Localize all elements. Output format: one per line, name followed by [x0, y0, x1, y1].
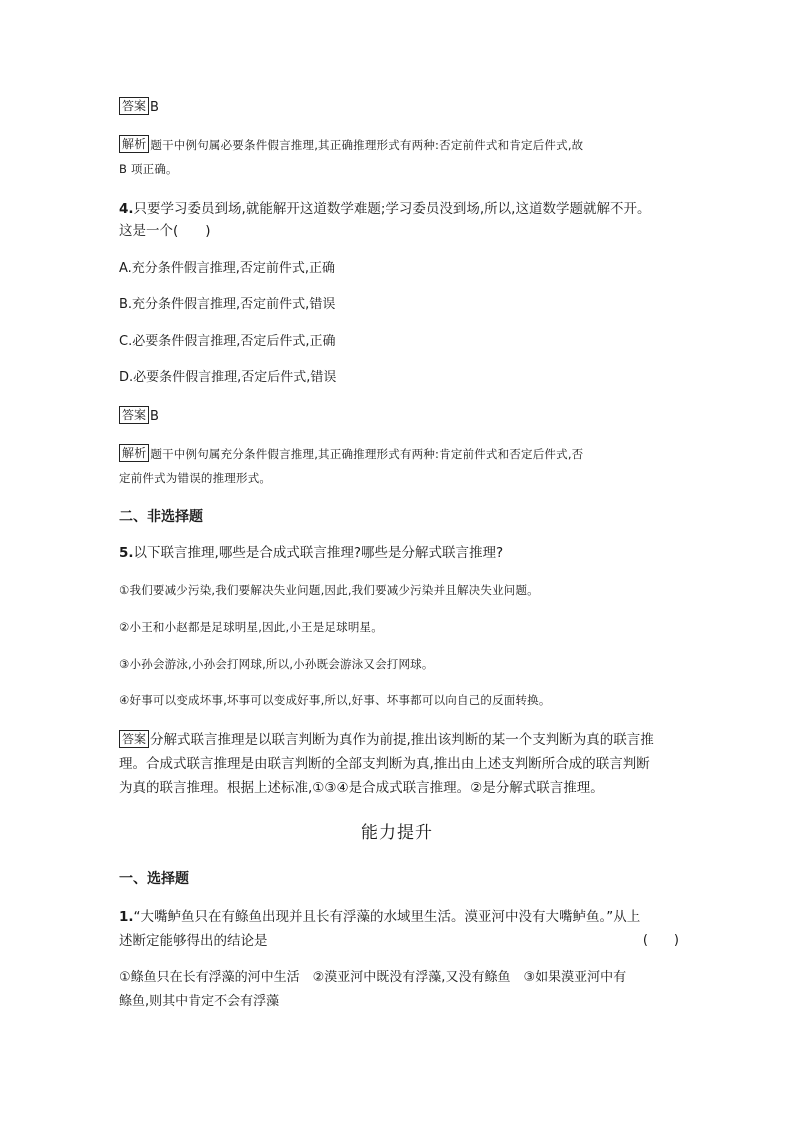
question-1-stem — [119, 905, 679, 929]
q1-options-line-1: ①鲦鱼只在长有浮藻的河中生活 ②漠亚河中既没有浮藻,又没有鲦鱼 ③如果漠亚河中有 — [119, 970, 627, 985]
q5-item-4: ④好事可以变成坏事,坏事可以变成好事,所以,好事、坏事都可以向自己的反面转换。 — [119, 693, 551, 707]
analysis-text: 题干中例句属必要条件假言推理,其正确推理形式有两种:否定前件式和肯定后件式,故 — [150, 138, 584, 152]
analysis-line-q3 — [119, 133, 679, 157]
question-5-stem — [119, 541, 679, 565]
q5-item-3: ③小孙会游泳,小孙会打网球,所以,小孙既会游泳又会打网球。 — [119, 657, 434, 671]
answer-tag: 答案 — [119, 730, 149, 748]
option-b: B.充分条件假言推理,否定前件式,错误 — [119, 297, 336, 312]
question-1-stem-continuation — [119, 929, 679, 953]
answer-line-q3 — [119, 96, 679, 120]
question-text: 只要学习委员到场,就能解开这道数学难题;学习委员没到场,所以,这道数学题就解不开。 — [133, 201, 651, 217]
answer-value: B — [150, 100, 159, 115]
question-4-stem — [119, 197, 679, 221]
analysis-text: 题干中例句属充分条件假言推理,其正确推理形式有两种:肯定前件式和否定后件式,否 — [150, 447, 584, 461]
q5-item-2: ②小王和小赵都是足球明星,因此,小王是足球明星。 — [119, 620, 383, 634]
q1-options-line-2: 鲦鱼,则其中肯定不会有浮藻 — [119, 994, 280, 1009]
question-number: 1. — [119, 909, 134, 925]
option-d: D.必要条件假言推理,否定后件式,错误 — [119, 370, 337, 385]
question-text: 述断定能够得出的结论是 — [119, 933, 268, 949]
section-heading-nonchoice: 二、非选择题 — [119, 509, 203, 525]
answer-bracket: ( ) — [642, 933, 679, 948]
question-number: 5. — [119, 545, 134, 561]
section-heading-choice: 一、选择题 — [119, 871, 189, 887]
answer-continuation-2: 为真的联言推理。根据上述标准,①③④是合成式联言推理。②是分解式联言推理。 — [119, 780, 604, 796]
analysis-tag: 解析 — [119, 135, 149, 153]
answer-line-q5 — [119, 728, 679, 752]
q5-item-1: ①我们要减少污染,我们要解决失业问题,因此,我们要减少污染并且解决失业问题。 — [119, 583, 539, 597]
question-text: “大嘴鲈鱼只在有鲦鱼出现并且长有浮藻的水域里生活。漠亚河中没有大嘴鲈鱼。”从上 — [133, 909, 641, 925]
analysis-tag: 解析 — [119, 444, 149, 462]
analysis-line-q4 — [119, 442, 679, 466]
question-4-stem-continuation: 这是一个( ) — [119, 223, 211, 239]
option-c: C.必要条件假言推理,否定后件式,正确 — [119, 334, 336, 349]
analysis-continuation: B 项正确。 — [119, 162, 178, 176]
answer-text: 分解式联言推理是以联言判断为真作为前提,推出该判断的某一个支判断为真的联言推 — [150, 732, 654, 748]
option-a: A.充分条件假言推理,否定前件式,正确 — [119, 261, 336, 276]
question-number: 4. — [119, 201, 134, 217]
answer-line-q4 — [119, 405, 679, 429]
section-title: 能力提升 — [361, 823, 433, 843]
question-text: 以下联言推理,哪些是合成式联言推理?哪些是分解式联言推理? — [133, 545, 504, 561]
answer-continuation-1: 理。合成式联言推理是由联言判断的全部支判断为真,推出由上述支判断所合成的联言判断 — [119, 756, 650, 772]
analysis-continuation: 定前件式为错误的推理形式。 — [119, 471, 272, 485]
answer-tag: 答案 — [119, 406, 149, 424]
answer-value: B — [150, 409, 159, 424]
answer-tag: 答案 — [119, 97, 149, 115]
